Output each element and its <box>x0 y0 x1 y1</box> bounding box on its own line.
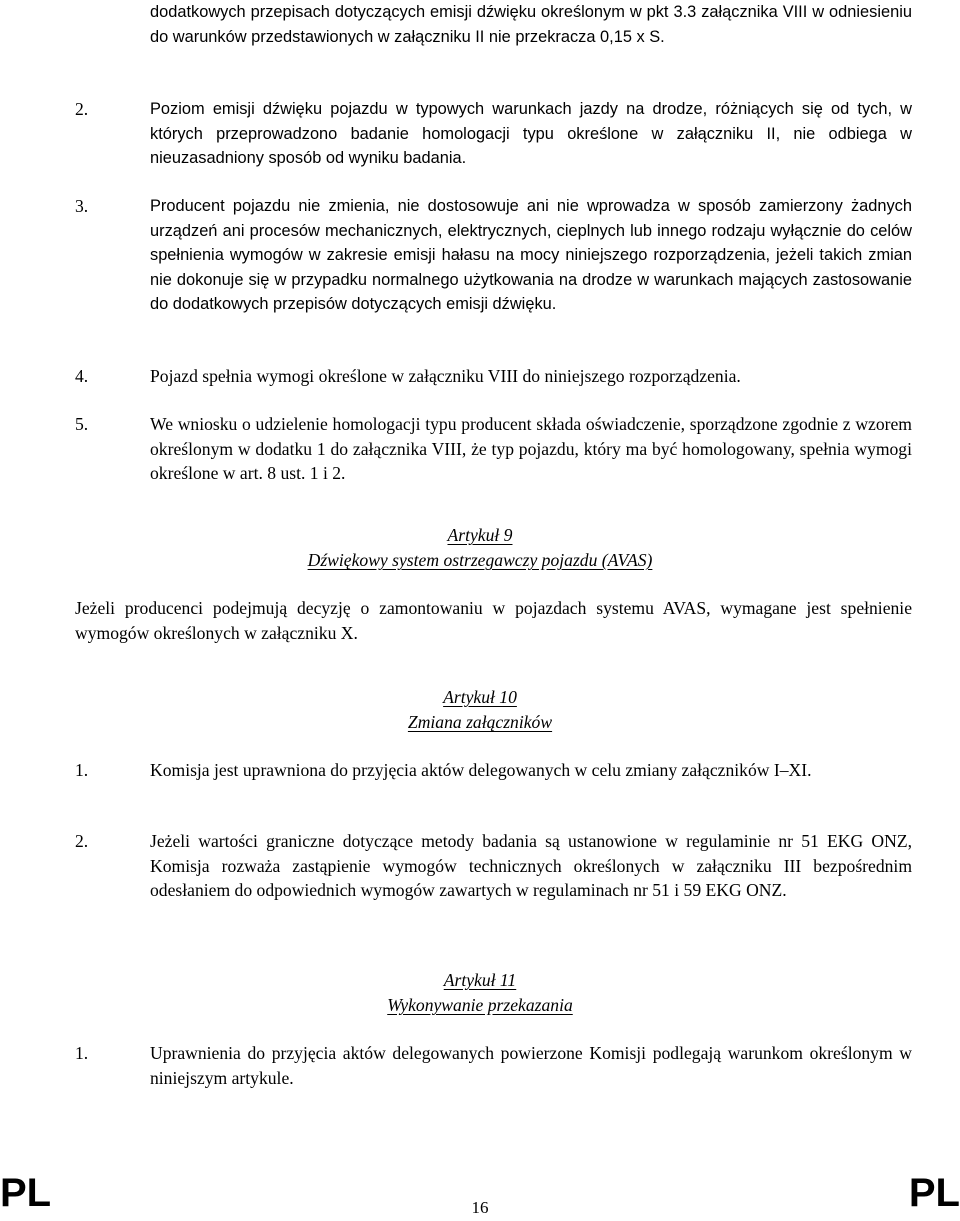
art11-point-1-number: 1. <box>75 1043 89 1063</box>
art10-point-1-number: 1. <box>75 760 89 780</box>
footer-language-right: PL <box>908 1171 960 1215</box>
art11-point-1-text: Uprawnienia do przyjęcia aktów delegowanych powierzone Komisji podlegają warunkom określonym w niniejszym artykule. <box>150 1043 912 1088</box>
article-9-text: Jeżeli producenci podejmują decyzję o zamontowaniu w pojazdach systemu AVAS, wymagane jest spełnienie wymogów określonych w załączniku X. <box>75 598 912 643</box>
article-11-title: Wykonywanie przekazania <box>387 995 573 1015</box>
point-3-number: 3. <box>75 196 89 216</box>
article-9-title: Dźwiękowy system ostrzegawczy pojazdu (AVAS) <box>307 550 653 570</box>
art10-point-1-text: Komisja jest uprawniona do przyjęcia aktów delegowanych w celu zmiany załączników I–XI. <box>150 760 812 780</box>
footer-language-left: PL <box>0 1171 52 1215</box>
point-5-number: 5. <box>75 414 89 434</box>
point-4-text: Pojazd spełnia wymogi określone w załączniku VIII do niniejszego rozporządzenia. <box>150 366 741 386</box>
article-9-heading: Artykuł 9 <box>447 525 513 545</box>
art10-point-2-number: 2. <box>75 831 89 851</box>
footer-page-number: 16 <box>471 1198 489 1217</box>
continuation-paragraph: dodatkowych przepisach dotyczących emisji dźwięku określonym w pkt 3.3 załącznika VIII w odniesieniu do warunków przedstawionych w załączniku II nie przekracza 0,15 x S. <box>150 3 912 46</box>
article-11-heading: Artykuł 11 <box>443 970 517 990</box>
point-2-text: Poziom emisji dźwięku pojazdu w typowych warunkach jazdy na drodze, różniących się od tych, w których przeprowadzono badanie homologacji typu określone w załączniku II, nie odbiega w nieuzasadniony sposób od wyniku badania. <box>150 100 912 167</box>
article-10-title: Zmiana załączników <box>407 712 553 732</box>
point-4-number: 4. <box>75 366 89 386</box>
art10-point-2-text: Jeżeli wartości graniczne dotyczące metody badania są ustanowione w regulaminie nr 51 EKG ONZ, Komisja rozważa zastąpienie wymogów technicznych określonych w załączniku III bezpośrednim odesłaniem do odpowiednich wymogów zawartych w regulaminach nr 51 i 59 EKG ONZ. <box>150 831 912 900</box>
point-3-text: Producent pojazdu nie zmienia, nie dostosowuje ani nie wprowadza w sposób zamierzony żadnych urządzeń ani procesów mechanicznych, elektrycznych, cieplnych lub innego rodzaju wyłącznie do celów spełnienia wymogów w zakresie emisji hałasu na mocy niniejszego rozporządzenia, jeżeli takich zmian nie dokonuje się w przypadku normalnego użytkowania na drodze w warunkach mających zastosowanie do dodatkowych przepisów dotyczących emisji dźwięku. <box>150 197 912 313</box>
point-5-text: We wniosku o udzielenie homologacji typu producent składa oświadczenie, sporządzone zgodnie z wzorem określonym w dodatku 1 do załącznika VIII, że typ pojazdu, który ma być homologowany, spełnia wymogi określone w art. 8 ust. 1 i 2. <box>150 414 912 483</box>
point-2-number: 2. <box>75 99 89 119</box>
article-10-heading: Artykuł 10 <box>443 687 517 707</box>
